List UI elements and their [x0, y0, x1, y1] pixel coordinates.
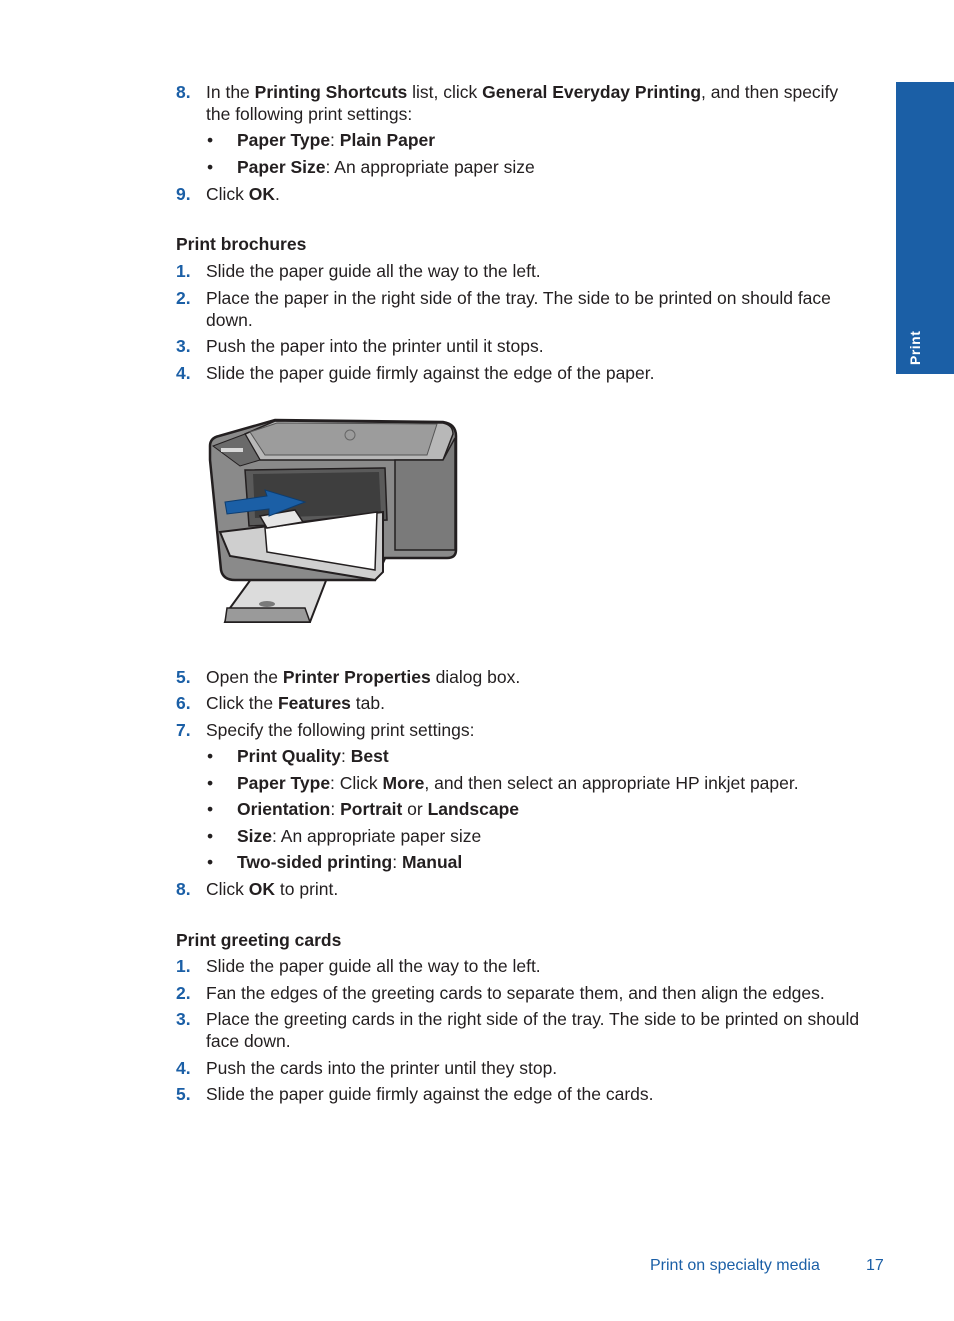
- printer-illustration: [205, 410, 465, 632]
- heading-print-greeting-cards: Print greeting cards: [176, 930, 342, 950]
- footer-page-number: 17: [866, 1257, 884, 1274]
- printer-loading-paper-image: [205, 410, 465, 632]
- chapter-side-tab-label: Print: [907, 330, 923, 365]
- footer-section-title: Print on specialty media: [650, 1257, 820, 1274]
- chapter-side-tab: [896, 82, 954, 374]
- heading-print-brochures: Print brochures: [176, 234, 307, 254]
